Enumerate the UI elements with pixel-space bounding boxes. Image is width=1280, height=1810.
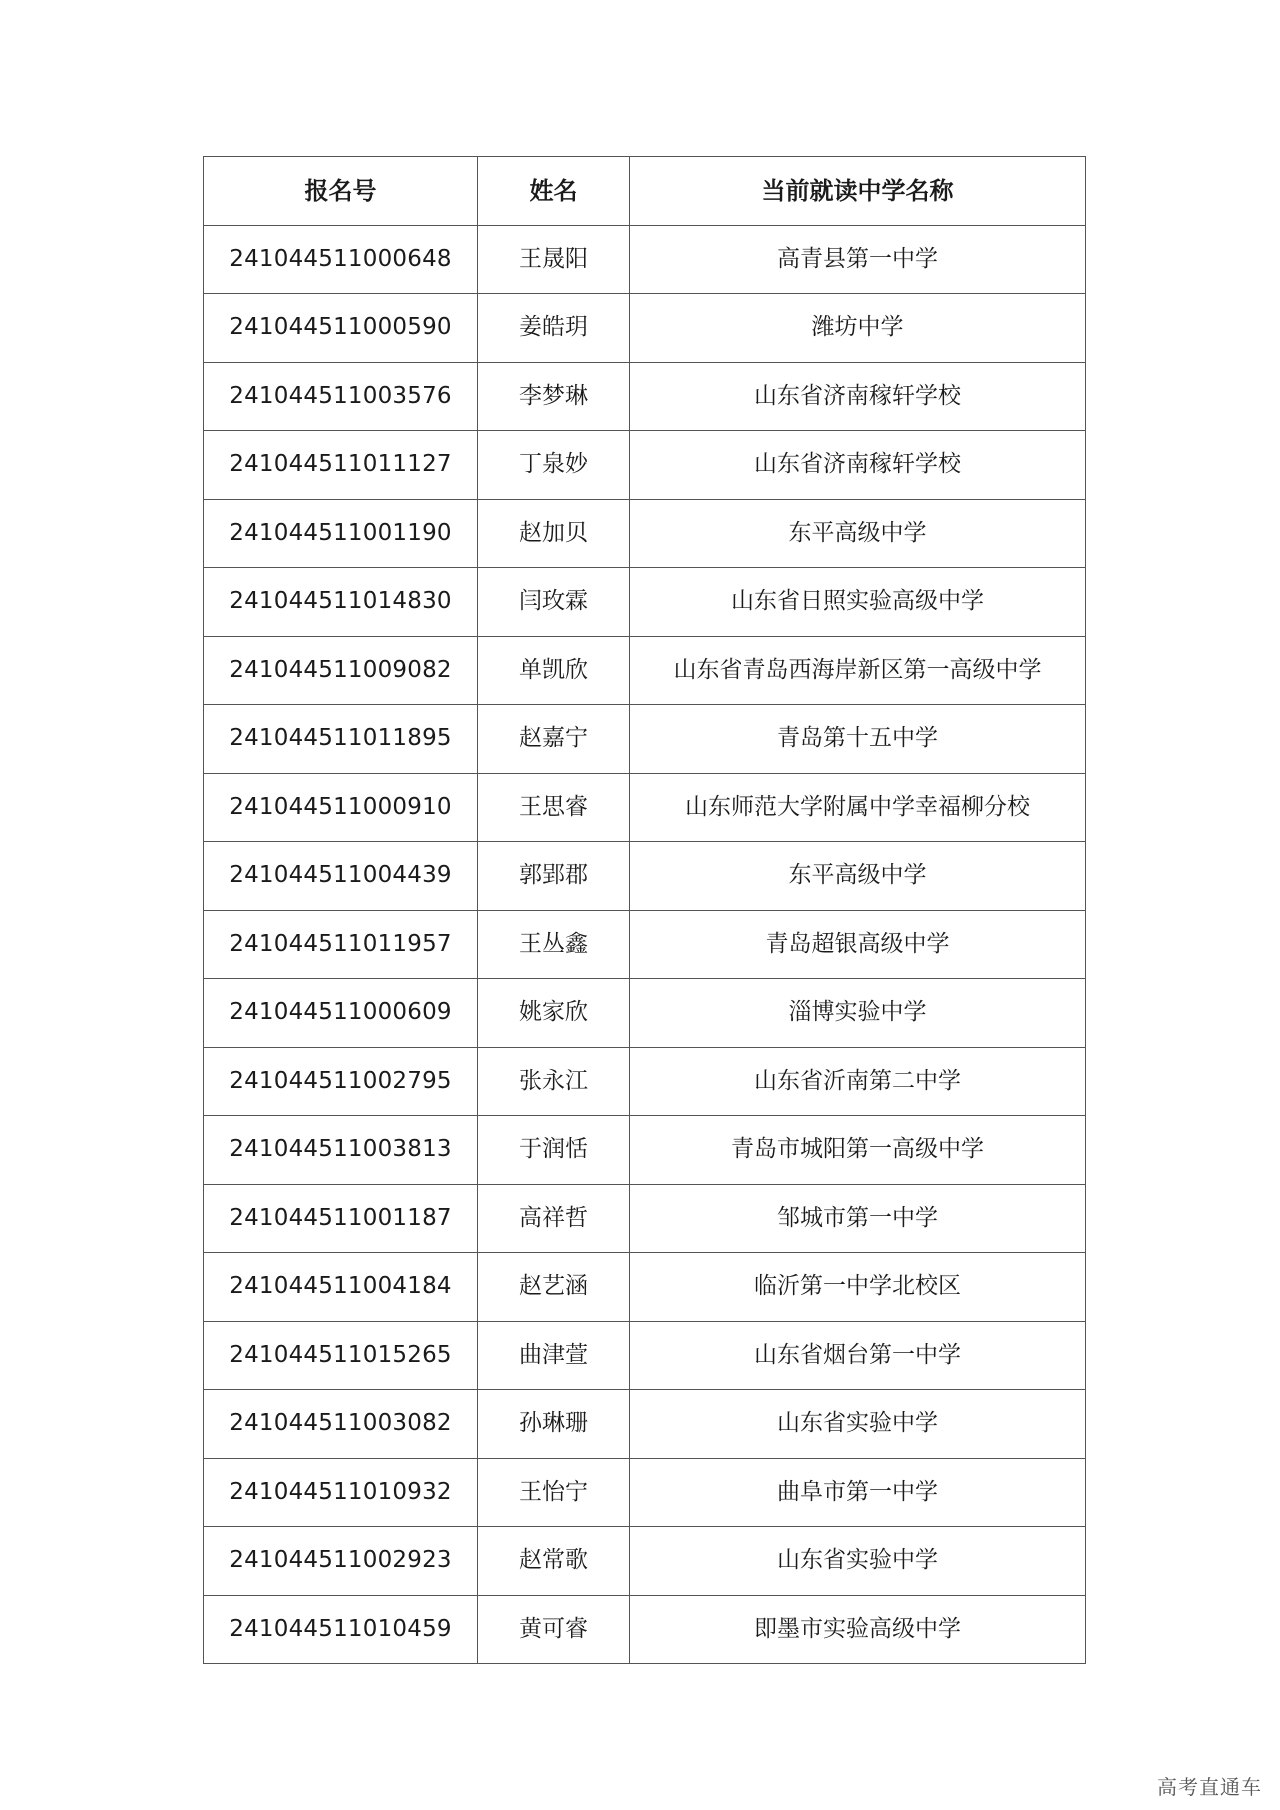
student-name-cell: 单凯欣 — [478, 636, 630, 705]
table-row — [204, 1047, 1086, 1116]
table-row — [204, 1116, 1086, 1185]
table-row — [204, 773, 1086, 842]
school-name-cell: 山东师范大学附属中学幸福柳分校 — [630, 773, 1086, 842]
table-row — [204, 842, 1086, 911]
table-row — [204, 568, 1086, 637]
registration-number-cell: 241044511000590 — [204, 294, 478, 363]
registration-number-cell: 241044511010932 — [204, 1458, 478, 1527]
registration-number-cell: 241044511003082 — [204, 1390, 478, 1459]
student-name-cell: 王怡宁 — [478, 1458, 630, 1527]
registration-number-cell: 241044511011127 — [204, 431, 478, 500]
header-school: 当前就读中学名称 — [630, 157, 1086, 226]
table-row — [204, 636, 1086, 705]
registration-number-cell: 241044511011957 — [204, 910, 478, 979]
school-name-cell: 山东省沂南第二中学 — [630, 1047, 1086, 1116]
student-name-cell: 孙琳珊 — [478, 1390, 630, 1459]
student-name-cell: 赵嘉宁 — [478, 705, 630, 774]
school-name-cell: 淄博实验中学 — [630, 979, 1086, 1048]
student-name-cell: 高祥哲 — [478, 1184, 630, 1253]
table-row — [204, 910, 1086, 979]
student-name-cell: 姜皓玥 — [478, 294, 630, 363]
school-name-cell: 即墨市实验高级中学 — [630, 1595, 1086, 1664]
student-name-cell: 姚家欣 — [478, 979, 630, 1048]
table-row — [204, 1458, 1086, 1527]
registration-number-cell: 241044511000910 — [204, 773, 478, 842]
student-name-cell: 曲津萱 — [478, 1321, 630, 1390]
registration-number-cell: 241044511001190 — [204, 499, 478, 568]
registration-number-cell: 241044511002795 — [204, 1047, 478, 1116]
table-row — [204, 431, 1086, 500]
table-row — [204, 1390, 1086, 1459]
registration-number-cell: 241044511001187 — [204, 1184, 478, 1253]
student-name-cell: 赵艺涵 — [478, 1253, 630, 1322]
registration-number-cell: 241044511004439 — [204, 842, 478, 911]
school-name-cell: 山东省烟台第一中学 — [630, 1321, 1086, 1390]
table-row — [204, 1527, 1086, 1596]
school-name-cell: 曲阜市第一中学 — [630, 1458, 1086, 1527]
registration-number-cell: 241044511003576 — [204, 362, 478, 431]
admission-roster-table — [203, 156, 1086, 1664]
student-name-cell: 闫玫霖 — [478, 568, 630, 637]
header-name: 姓名 — [478, 157, 630, 226]
table-row — [204, 705, 1086, 774]
school-name-cell: 山东省日照实验高级中学 — [630, 568, 1086, 637]
registration-number-cell: 241044511014830 — [204, 568, 478, 637]
school-name-cell: 高青县第一中学 — [630, 225, 1086, 294]
student-name-cell: 王晟阳 — [478, 225, 630, 294]
header-registration-number: 报名号 — [204, 157, 478, 226]
student-name-cell: 张永江 — [478, 1047, 630, 1116]
student-name-cell: 于润恬 — [478, 1116, 630, 1185]
school-name-cell: 山东省济南稼轩学校 — [630, 431, 1086, 500]
registration-number-cell: 241044511002923 — [204, 1527, 478, 1596]
school-name-cell: 山东省实验中学 — [630, 1390, 1086, 1459]
student-name-cell: 王丛鑫 — [478, 910, 630, 979]
registration-number-cell: 241044511015265 — [204, 1321, 478, 1390]
student-name-cell: 李梦琳 — [478, 362, 630, 431]
student-name-cell: 黄可睿 — [478, 1595, 630, 1664]
table-row — [204, 1184, 1086, 1253]
registration-number-cell: 241044511004184 — [204, 1253, 478, 1322]
student-name-cell: 丁泉妙 — [478, 431, 630, 500]
registration-number-cell: 241044511009082 — [204, 636, 478, 705]
school-name-cell: 邹城市第一中学 — [630, 1184, 1086, 1253]
registration-number-cell: 241044511010459 — [204, 1595, 478, 1664]
table-row — [204, 294, 1086, 363]
table-row — [204, 1321, 1086, 1390]
table-row — [204, 979, 1086, 1048]
school-name-cell: 山东省实验中学 — [630, 1527, 1086, 1596]
school-name-cell: 东平高级中学 — [630, 499, 1086, 568]
school-name-cell: 潍坊中学 — [630, 294, 1086, 363]
school-name-cell: 山东省青岛西海岸新区第一高级中学 — [630, 636, 1086, 705]
school-name-cell: 山东省济南稼轩学校 — [630, 362, 1086, 431]
student-name-cell: 赵常歌 — [478, 1527, 630, 1596]
school-name-cell: 东平高级中学 — [630, 842, 1086, 911]
table-row — [204, 1595, 1086, 1664]
school-name-cell: 青岛第十五中学 — [630, 705, 1086, 774]
registration-number-cell: 241044511011895 — [204, 705, 478, 774]
table-row — [204, 225, 1086, 294]
table-body — [204, 225, 1086, 1664]
table-header-row — [204, 157, 1086, 226]
registration-number-cell: 241044511000648 — [204, 225, 478, 294]
registration-number-cell: 241044511000609 — [204, 979, 478, 1048]
watermark-text: 高考直通车 — [1157, 1775, 1262, 1799]
student-name-cell: 赵加贝 — [478, 499, 630, 568]
table-row — [204, 362, 1086, 431]
student-name-cell: 王思睿 — [478, 773, 630, 842]
school-name-cell: 临沂第一中学北校区 — [630, 1253, 1086, 1322]
school-name-cell: 青岛超银高级中学 — [630, 910, 1086, 979]
table-row — [204, 499, 1086, 568]
student-name-cell: 郭郢郡 — [478, 842, 630, 911]
table-row — [204, 1253, 1086, 1322]
school-name-cell: 青岛市城阳第一高级中学 — [630, 1116, 1086, 1185]
registration-number-cell: 241044511003813 — [204, 1116, 478, 1185]
